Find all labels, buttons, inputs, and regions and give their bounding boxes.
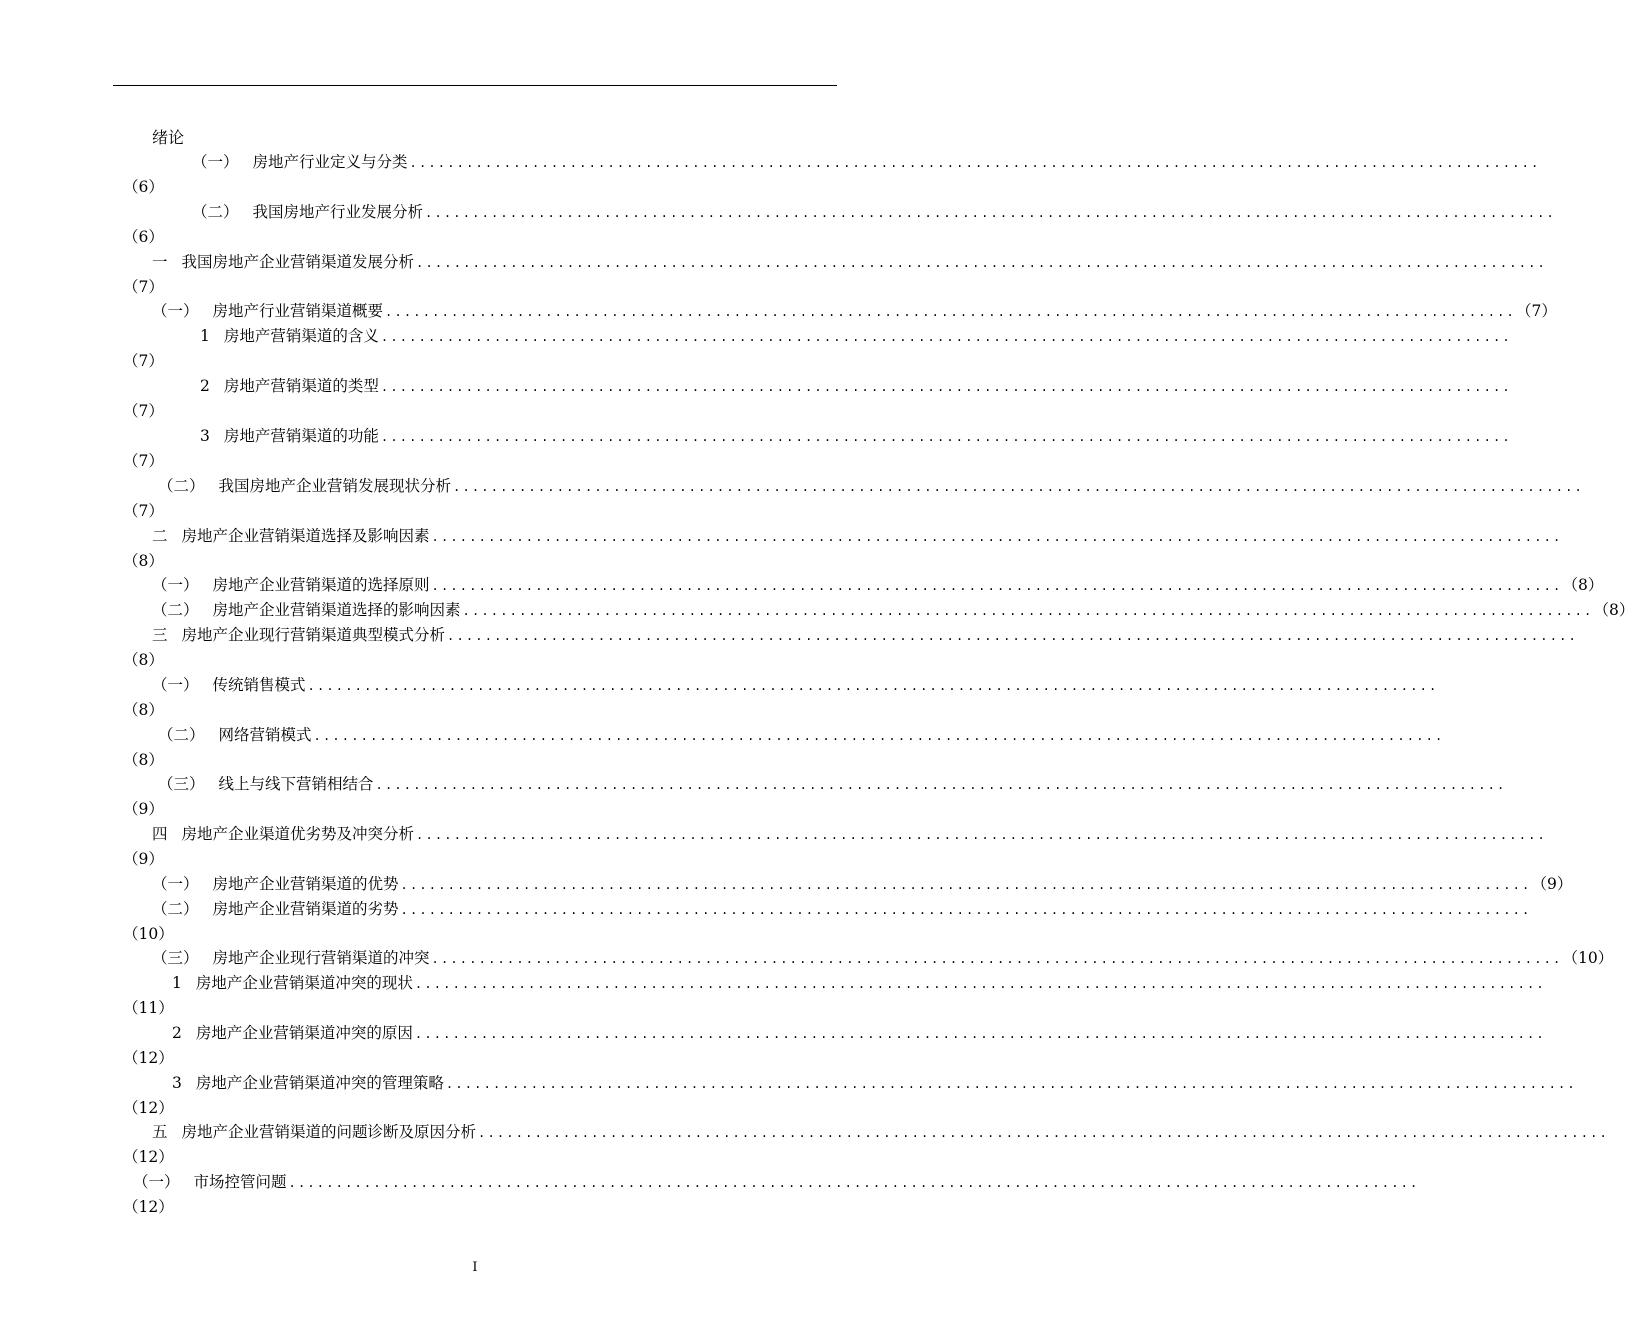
toc-entry-page: （11） <box>123 999 174 1017</box>
toc-entry-page: （9） <box>123 800 164 818</box>
toc-entry-title: 房地产行业营销渠道概要 <box>212 302 384 320</box>
toc-entry-page: （12） <box>123 1198 174 1216</box>
toc-entry-page: （8） <box>123 651 164 669</box>
toc-entry-line <box>158 476 1584 496</box>
toc-entry-title: 房地产企业渠道优劣势及冲突分析 <box>181 825 415 843</box>
toc-entry-line <box>152 526 1563 546</box>
toc-entry-page: （12） <box>123 1049 174 1067</box>
toc-leader-dots: ........................................................................................................................ <box>313 729 1445 743</box>
toc-entry-title: 我国房地产企业营销发展现状分析 <box>218 477 452 495</box>
toc-entry-line <box>152 824 1547 844</box>
toc-entry-title: 我国房地产行业发展分析 <box>252 203 424 221</box>
toc-entry-number: （一） <box>192 153 239 171</box>
toc-entry-title: 房地产企业营销渠道的选择原则 <box>212 576 430 594</box>
toc-leader-dots: ........................................................................................................................ <box>445 1077 1577 1091</box>
toc-leader-dots: ........................................................................................................................ <box>380 430 1512 444</box>
toc-entry-number: （一） <box>152 302 199 320</box>
toc-entry-page: （6） <box>123 228 164 246</box>
toc-entry-number: （二） <box>152 900 199 918</box>
toc-entry-title: 我国房地产企业营销渠道发展分析 <box>181 253 415 271</box>
toc-entry-line <box>158 725 1445 745</box>
toc-entry-title: 房地产行业定义与分类 <box>252 153 408 171</box>
toc-entry-number: （二） <box>152 601 199 619</box>
toc-entry-page: （8） <box>123 701 164 719</box>
toc-entry-page: （7） <box>123 352 164 370</box>
toc-entry-page: （9） <box>1531 875 1573 893</box>
page-number-footer: I <box>472 1260 478 1275</box>
toc-entry-title: 房地产企业营销渠道选择及影响因素 <box>181 527 430 545</box>
toc-leader-dots: ........................................................................................................................ <box>307 679 1439 693</box>
toc-leader-dots: ........................................................................................................................ <box>400 903 1532 917</box>
toc-entry-number: 1 <box>172 974 182 992</box>
toc-entry-number: （二） <box>192 203 239 221</box>
toc-leader-dots: ........................................................................................................................ <box>380 330 1512 344</box>
toc-entry-number: 1 <box>200 327 210 345</box>
toc-entry-number: （一） <box>152 676 199 694</box>
toc-entry-line <box>152 301 1557 321</box>
toc-entry-number: 3 <box>172 1074 182 1092</box>
toc-leader-dots: ........................................................................................................................ <box>414 977 1546 991</box>
toc-heading: 绪论 <box>152 128 185 147</box>
toc-entry-number: 2 <box>172 1024 182 1042</box>
toc-leader-dots: ........................................................................................................................ <box>416 256 1547 270</box>
toc-entry-line <box>152 948 1614 968</box>
toc-entry-page: （7） <box>123 402 164 420</box>
toc-entry-page: （8） <box>1593 601 1634 619</box>
toc-entry-number: （三） <box>158 775 205 793</box>
toc-entry-page: （8） <box>1562 576 1604 594</box>
toc-leader-dots: ........................................................................................................................ <box>416 828 1547 842</box>
toc-entry-title: 房地产营销渠道的类型 <box>223 377 379 395</box>
toc-leader-dots: ........................................................................................................................ <box>425 206 1556 220</box>
toc-entry-line <box>152 625 1578 645</box>
toc-entry-line <box>152 899 1532 919</box>
toc-entry-line <box>192 152 1541 172</box>
toc-entry-number: 三 <box>152 626 168 644</box>
toc-entry-page: （12） <box>123 1099 174 1117</box>
toc-entry-line <box>172 973 1546 993</box>
toc-entry-line <box>192 202 1556 222</box>
toc-entry-number: （二） <box>158 726 205 744</box>
toc-entry-line <box>158 774 1507 794</box>
toc-leader-dots: ........................................................................................................................ <box>375 778 1507 792</box>
toc-entry-page: （7） <box>1515 302 1557 320</box>
toc-entry-page: （12） <box>123 1148 174 1166</box>
toc-leader-dots: ........................................................................................................................ <box>288 1176 1420 1190</box>
toc-entry-line <box>200 326 1512 346</box>
toc-entry-title: 房地产企业现行营销渠道典型模式分析 <box>181 626 446 644</box>
toc-entry-title: 市场控管问题 <box>193 1173 287 1191</box>
toc-entry-number: 四 <box>152 825 168 843</box>
toc-entry-line <box>152 575 1604 595</box>
toc-entry-line <box>152 1122 1609 1142</box>
toc-leader-dots: ........................................................................................................................ <box>409 156 1541 170</box>
toc-entry-page: （7） <box>123 502 164 520</box>
toc-leader-dots: ........................................................................................................................ <box>431 952 1563 966</box>
toc-entry-page: （8） <box>123 552 164 570</box>
toc-entry-line <box>200 376 1512 396</box>
toc-entry-number: （二） <box>158 477 205 495</box>
toc-leader-dots: ........................................................................................................................ <box>385 305 1516 319</box>
toc-entry-number: 3 <box>200 427 210 445</box>
toc-entry-number: 2 <box>200 377 210 395</box>
toc-entry-line <box>172 1073 1577 1093</box>
toc-entry-page: （8） <box>123 751 164 769</box>
toc-entry-line <box>172 1023 1546 1043</box>
toc-entry-number: （三） <box>152 949 199 967</box>
toc-entry-title: 房地产企业营销渠道冲突的现状 <box>195 974 413 992</box>
toc-entry-title: 房地产企业现行营销渠道的冲突 <box>212 949 430 967</box>
toc-entry-line <box>133 1172 1420 1192</box>
toc-entry-page: （10） <box>1562 949 1614 967</box>
toc-entry-number: （一） <box>152 875 199 893</box>
toc-entry-page: （9） <box>123 850 164 868</box>
toc-entry-line <box>152 874 1573 894</box>
toc-entry-title: 房地产企业营销渠道的劣势 <box>212 900 399 918</box>
toc-entry-title: 网络营销模式 <box>218 726 312 744</box>
toc-entry-title: 房地产企业营销渠道的问题诊断及原因分析 <box>181 1123 477 1141</box>
toc-entry-title: 房地产企业营销渠道冲突的原因 <box>195 1024 413 1042</box>
toc-leader-dots: ........................................................................................................................ <box>431 530 1563 544</box>
toc-entry-page: （10） <box>123 925 174 943</box>
toc-entry-number: 二 <box>152 527 168 545</box>
toc-leader-dots: ........................................................................................................................ <box>400 878 1532 892</box>
toc-leader-dots: ........................................................................................................................ <box>478 1126 1609 1140</box>
toc-leader-dots: ........................................................................................................................ <box>462 604 1594 618</box>
toc-entry-page: （7） <box>123 278 164 296</box>
toc-entry-page: （6） <box>123 178 164 196</box>
toc-entry-line <box>152 252 1547 272</box>
toc-leader-dots: ........................................................................................................................ <box>380 380 1512 394</box>
toc-entry-page: （7） <box>123 452 164 470</box>
toc-entry-title: 传统销售模式 <box>212 676 306 694</box>
toc-entry-title: 房地产营销渠道的功能 <box>223 427 379 445</box>
toc-entry-title: 房地产营销渠道的含义 <box>223 327 379 345</box>
toc-entry-title: 房地产企业营销渠道选择的影响因素 <box>212 601 461 619</box>
toc-entry-title: 房地产企业营销渠道的优势 <box>212 875 399 893</box>
toc-leader-dots: ........................................................................................................................ <box>447 629 1578 643</box>
toc-entry-line <box>152 675 1439 695</box>
toc-entry-number: 一 <box>152 253 168 271</box>
toc-entry-number: （一） <box>133 1173 180 1191</box>
toc-entry-title: 线上与线下营销相结合 <box>218 775 374 793</box>
toc-entry-line <box>200 426 1512 446</box>
toc-leader-dots: ........................................................................................................................ <box>414 1027 1546 1041</box>
toc-entry-number: （一） <box>152 576 199 594</box>
toc-entry-title: 房地产企业营销渠道冲突的管理策略 <box>195 1074 444 1092</box>
toc-leader-dots: ........................................................................................................................ <box>453 480 1584 494</box>
toc-entry-number: 五 <box>152 1123 168 1141</box>
toc-entry-line <box>152 600 1634 620</box>
toc-leader-dots: ........................................................................................................................ <box>431 579 1563 593</box>
